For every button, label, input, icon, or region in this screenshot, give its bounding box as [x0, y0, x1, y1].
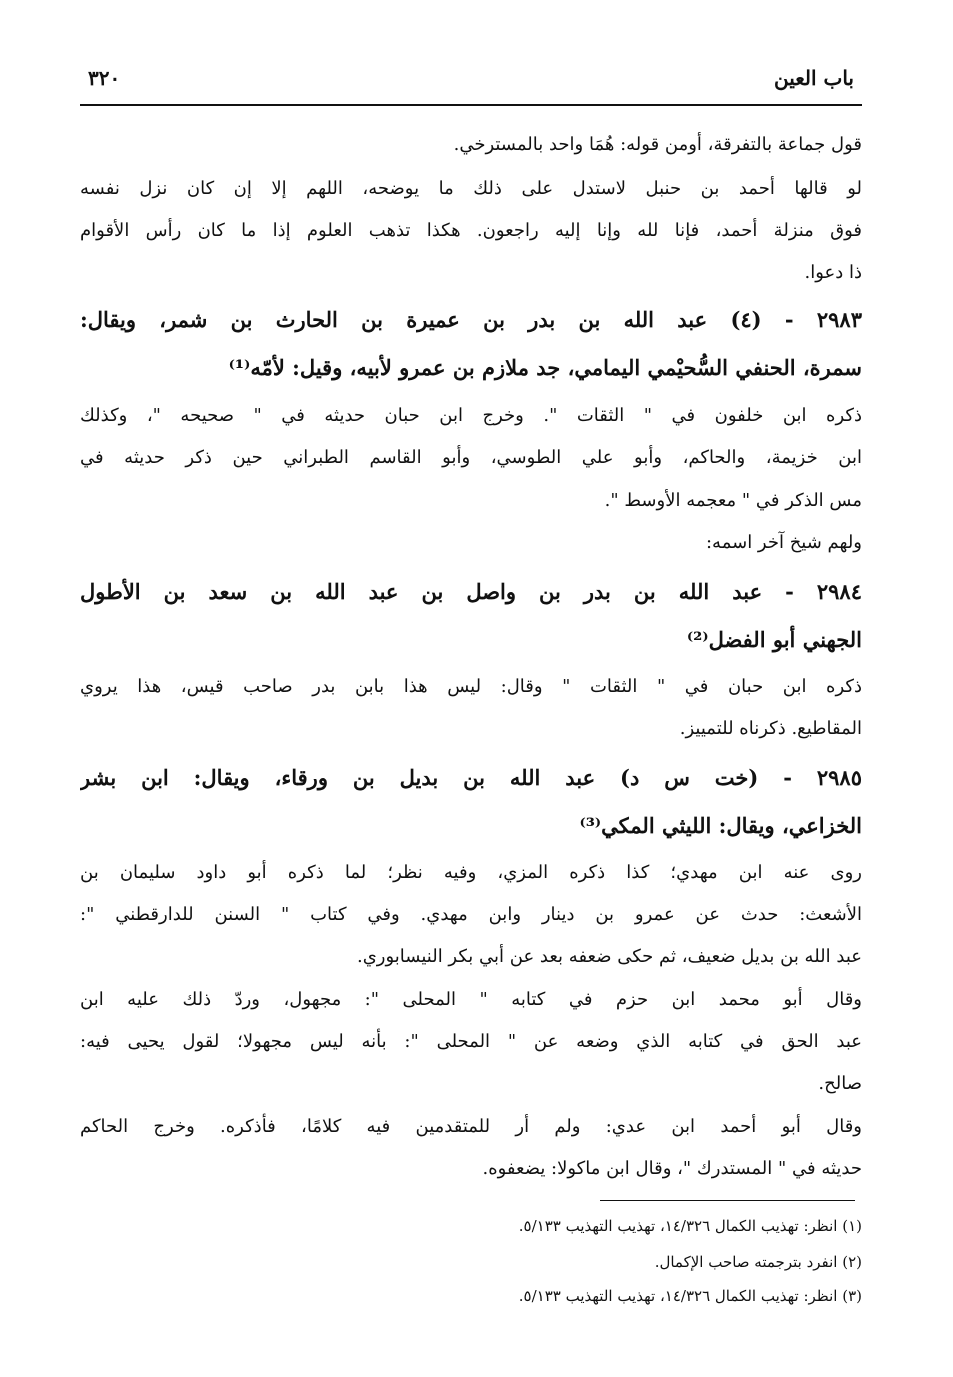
- chapter-title: باب العين: [773, 66, 854, 90]
- body-line: ذا دعوا.: [804, 262, 862, 283]
- body-line: فوق منزلة أحمد، فإنا لله وإنا إليه راجعون. هكذا تذهب العلوم إذا ما كان رأس الأقوام: [80, 220, 862, 241]
- body-line: حديثه في " المستدرك "، وقال ابن ماكولا: يضعفوه.: [482, 1158, 862, 1179]
- footnote: (٢) انفرد بترجمته صاحب الإكمال.: [654, 1253, 862, 1271]
- body-line: الأشعث: حدث عن عمرو بن دينار وابن مهدي. وفي كتاب " السنن للدارقطني ":: [80, 904, 862, 925]
- body-line: صالح.: [818, 1073, 862, 1094]
- body-line: المقاطيع. ذكرناه للتمييز.: [679, 718, 862, 739]
- body-line: عبد الحق في كتابه الذي وضعه عن " المحلى ": بأنه ليس مجهولا؛ لقول يحيى فيه:: [80, 1031, 862, 1052]
- body-line: ذكره ابن خلفون في " الثقات ". وخرج ابن حبان حديثه في " صحيحه "، وكذلك: [80, 405, 862, 426]
- entry-heading: الجهني أبو الفضل⁽²⁾: [686, 627, 862, 652]
- entry-heading: ٢٩٨٥ - (خت س د) عبد الله بن بديل بن ورقاء، ويقال: ابن بشر: [80, 765, 862, 790]
- body-line: قول جماعة بالتفرقة، أومن قوله: هُمَا واحد بالمسترخي.: [453, 134, 862, 155]
- running-header: [80, 58, 862, 106]
- page-number: ٣٢٠: [88, 66, 121, 90]
- body-line: وقال أبو محمد ابن حزم في كتابه " المحلى ": مجهول، وردّ ذلك عليه ابن: [80, 989, 862, 1010]
- body-line: ولهم شيخ آخر اسمه:: [705, 532, 862, 553]
- body-line: وقال أبو أحمد ابن عدي: ولم أر للمتقدمين فيه كلامًا، فأذكره. وخرج الحاكم: [80, 1116, 862, 1137]
- entry-heading: ٢٩٨٣ - (٤) عبد الله بن بدر بن عميرة بن الحارث بن شمر، ويقال:: [80, 307, 862, 332]
- body-line: مس الذكر في " معجمه الأوسط ".: [604, 490, 862, 511]
- entry-heading: الخزاعي، ويقال: الليثي المكي⁽³⁾: [579, 813, 862, 838]
- body-line: ذكره ابن حبان في " الثقات " وقال: ليس هذا بابن بدر صاحب قيس، هذا يروي: [80, 676, 862, 697]
- footnote: (١) انظر: تهذيب الكمال ١٤/٣٢٦، تهذيب التهذيب ٥/١٣٣.: [518, 1217, 862, 1235]
- entry-heading: ٢٩٨٤ - عبد الله بن بدر بن واصل بن عبد الله بن سعد بن الأطول: [80, 579, 862, 604]
- footnote-separator: [600, 1200, 855, 1201]
- entry-heading: سمرة، الحنفي السُّحيْمي اليمامي، جد ملازم بن عمرو لأبيه، وقيل: لأمّه⁽¹⁾: [228, 355, 862, 380]
- body-line: عبد الله بن بديل ضعيف، ثم حكى ضعفه بعد عن أبي بكر النيسابوري.: [357, 946, 862, 967]
- footnote: (٣) انظر: تهذيب الكمال ١٤/٣٢٦، تهذيب التهذيب ٥/١٣٣.: [518, 1287, 862, 1305]
- body-line: روى عنه ابن مهدي؛ كذا ذكره المزي، وفيه نظر؛ لما ذكره أبو داود سليمان بن: [80, 862, 862, 883]
- body-line: ابن خزيمة، والحاكم، وأبو علي الطوسي، وأبو القاسم الطبراني حين ذكر حديثه في: [80, 447, 862, 468]
- body-line: لو قالها أحمد بن حنبل لاستدل على ذلك ما يوضحه، اللهم إلا إن كان نزل نفسه: [80, 178, 862, 199]
